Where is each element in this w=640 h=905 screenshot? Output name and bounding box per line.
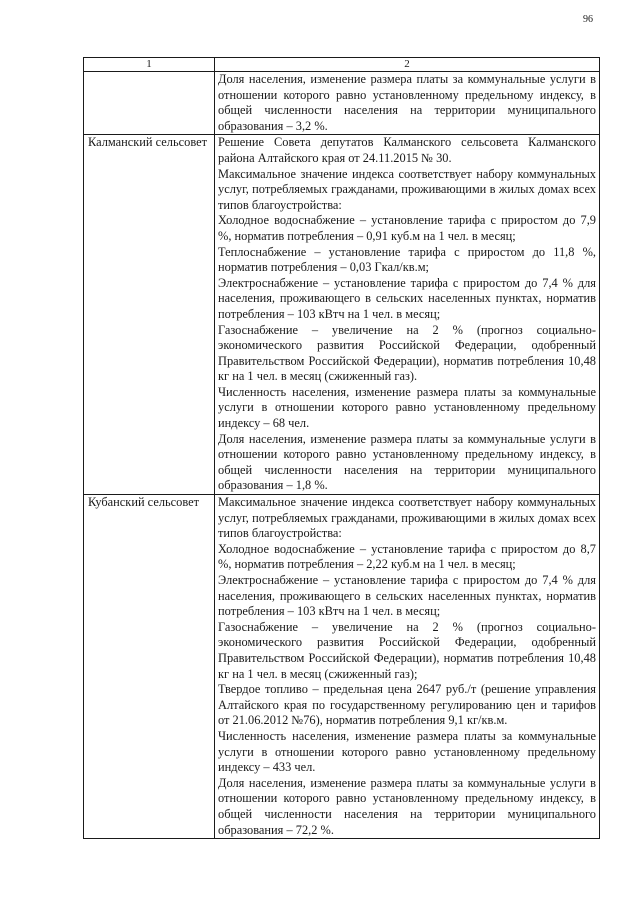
paragraph: Доля населения, изменение размера платы за коммунальные услуги в отношении которого равно установленному предельному индексу, в общей численности населения на территории муниципального образования – 1,8 %. xyxy=(218,431,596,493)
table-row-continuation xyxy=(84,72,600,135)
column-header-2: 2 xyxy=(215,58,600,72)
paragraph: Решение Совета депутатов Калманского сельсовета Калманского района Алтайского края от 24.11.2015 № 30. xyxy=(218,135,596,165)
description-cell xyxy=(215,495,600,839)
paragraph: Газоснабжение – увеличение на 2 % (прогноз социально-экономического развития Российской Федерации, одобренный Правительством Российской Федерации), норматив потребления 10,48 кг на 1 чел. в месяц (сжиженный газ). xyxy=(218,322,596,384)
page-number: 96 xyxy=(583,14,593,25)
paragraph: Теплоснабжение – установление тарифа с приростом до 11,8 %, норматив потребления – 0,03 Гкал/кв.м; xyxy=(218,244,596,275)
table-row-kubanskiy xyxy=(84,495,600,839)
description-cell xyxy=(215,72,600,135)
document-table xyxy=(83,57,600,839)
paragraph: Электроснабжение – установление тарифа с приростом до 7,4 % для населения, проживающего в сельских населенных пунктах, норматив потребления – 103 кВтч на 1 чел. в месяц; xyxy=(218,573,596,619)
column-header-1: 1 xyxy=(84,58,215,72)
paragraph: Холодное водоснабжение – установление тарифа с приростом до 7,9 %, норматив потребления – 0,91 куб.м на 1 чел. в месяц; xyxy=(218,213,596,243)
entity-cell: Кубанский сельсовет xyxy=(84,495,215,839)
paragraph: Доля населения, изменение размера платы за коммунальные услуги в отношении которого равно установленному предельному индексу, в общей численности населения на территории муниципального образования – 3,2 %. xyxy=(218,72,596,133)
paragraph: Численность населения, изменение размера платы за коммунальные услуги в отношении которого равно установленному предельному индексу – 68 чел. xyxy=(218,384,596,431)
paragraph: Газоснабжение – увеличение на 2 % (прогноз социально-экономического развития Российской Федерации, одобренный Правительством Российской Федерации), норматив потребления 10,48 кг на 1 чел. в месяц (сжиженный газ); xyxy=(218,619,596,681)
paragraph: Твердое топливо – предельная цена 2647 руб./т (решение управления Алтайского края по государственному регулированию цен и тарифов от 21.06.2012 №76), норматив потребления 9,1 кг/кв.м. xyxy=(218,682,596,728)
entity-cell: Калманский сельсовет xyxy=(84,135,215,495)
table-row-kalmanskiy xyxy=(84,135,600,495)
paragraph: Электроснабжение – установление тарифа с приростом до 7,4 % для населения, проживающего в сельских населенных пунктах, норматив потребления – 103 кВтч на 1 чел. в месяц; xyxy=(218,275,596,321)
description-cell xyxy=(215,135,600,495)
paragraph: Максимальное значение индекса соответствует набору коммунальных услуг, потребляемых гражданами, проживающими в жилых домах всех типов благоустройства: xyxy=(218,495,596,541)
paragraph: Максимальное значение индекса соответствует набору коммунальных услуг, потребляемых гражданами, проживающими в жилых домах всех типов благоустройства: xyxy=(218,166,596,212)
paragraph: Холодное водоснабжение – установление тарифа с приростом до 8,7 %, норматив потребления – 2,22 куб.м на 1 чел. в месяц; xyxy=(218,541,596,572)
table-header-row xyxy=(84,58,600,72)
paragraph: Численность населения, изменение размера платы за коммунальные услуги в отношении которого равно установленному предельному индексу – 433 чел. xyxy=(218,728,596,775)
entity-cell xyxy=(84,72,215,135)
paragraph: Доля населения, изменение размера платы за коммунальные услуги в отношении которого равно установленному предельному индексу, в общей численности населения на территории муниципального образования – 72,2 %. xyxy=(218,775,596,837)
